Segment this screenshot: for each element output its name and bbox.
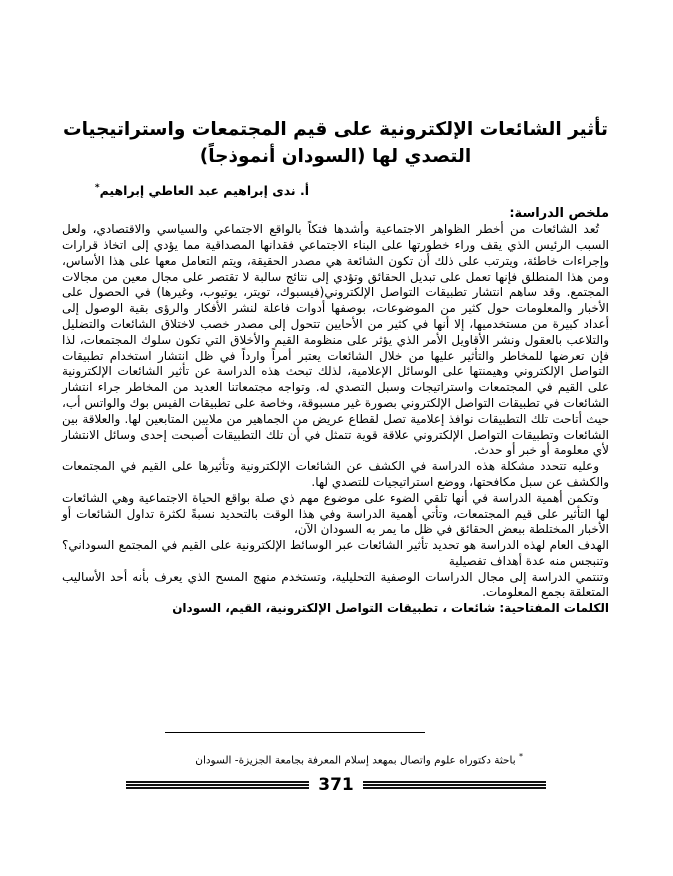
article-title-line-2: التصدي لها (السودان أنموذجاً): [199, 146, 472, 167]
article-title: [62, 116, 609, 170]
abstract-heading: ملخص الدراسة:: [509, 206, 609, 222]
footnote-marker: *: [519, 752, 523, 761]
abstract-body: [62, 222, 609, 617]
footnote-separator: [165, 732, 425, 733]
footnote: [195, 750, 523, 768]
article-title-line-1: تأثير الشائعات الإلكترونية على قيم المجتمعات واستراتيجيات: [62, 119, 609, 140]
abstract-paragraph-5: وتنتمي الدراسة إلى مجال الدراسات الوصفية التحليلية، وتستخدم منهج المسح الذي يعرف بأنه أحد الأساليب المتعلقة بجمع المعلومات.: [62, 569, 609, 600]
author-footnote-marker: *: [94, 183, 100, 193]
footnote-text: باحثة دكتوراه علوم واتصال بمهعد إسلام المعرفة بجامعة الجزيزة- السودان: [195, 754, 519, 767]
author-name: أ. ندى إبراهيم عبد العاطي إبراهيم: [99, 183, 309, 199]
page-footer: [126, 776, 546, 793]
keywords-line: الكلمات المفتاحية: شائعات ، تطبيقات التواصل الإلكترونية، القيم، السودان: [172, 601, 609, 616]
footer-rule-right: [363, 781, 546, 789]
author-line: [62, 183, 609, 198]
abstract-paragraph-1: تُعد الشائعات من أخطر الظواهر الاجتماعية وأشدها فتكاً بالواقع الاجتماعي والسياسي والاقتصادي، ولعل السبب الرئيس الذي يقف وراء خطورتها على البناء الاجتماعي فقدانها المصداقية مما يؤدي إلى اتخاذ قرارات وإجراءات خاطئة، ويترتب على ذلك أن تكون الشائعة هي مصدر الحقيقة، ويتم التعامل معها على هذا الأساس، ومن هذا المنطلق فإنها تعمل على تبديل الحقائق وتؤدي إلى نتائج سالبة لا تقتصر على مجال معين من مجالات المجتمع. وقد ساهم انتشار تطبيقات التواصل الإلكتروني(فيسبوك، تويتر، يوتيوب، وغيرها) في الحصول على الأخبار والمعلومات حول كثير من الموضوعات، بوصفها أدوات فاعلة لنشر الأفكار والرؤى بقية الوصول إلى أعداد كبيرة من مستخدميها، إلا أنها في كثير من الأحايين تتحول إلى مصدر خصب لاختلاق الشائعات والتضليل والتلاعب بالعقول ونشر الأقاويل الأمر الذي يؤثر على منظومة القيم والأخلاق التي تكون سلوك المجتمعات، لذا فإن تعرضها للمخاطر والتأثير عليها من خلال الشائعات يعتبر أمراً وارداً في ظل انتشار استخدام تطبيقات التواصل الإلكتروني وهيمنتها على الوسائل الإعلامية، لذلك تبحث هذه الدراسة عن تأثير الشائعات الإلكترونية على القيم في المجتمعات واستراتيجات وسبل التصدي له. وتواجه مجتمعاتنا العديد من المخاطر جراء انتشار الشائعات في تطبيقات التواصل الإلكتروني بصورة غير مسبوقة، وخاصة على تطبيقات الفيس بوك والواتس أب، حيث أتاحت تلك التطبيقات نوافذ إعلامية تصل لقطاع عريض من الجماهير من ملايين المتابعين لها. والعلاقة بين الشائعات وتطبيقات التواصل الإلكتروني علاقة قوية تتمثل في أن تلك التطبيقات أصبحت إحدى وسائل الانتشار لأي معلومة أو خبر أو حدث.: [62, 222, 609, 458]
abstract-paragraph-2: وعليه تتحدد مشكلة هذه الدراسة في الكشف عن الشائعات الإلكترونية وتأثيرها على القيم في المجتمعات والكشف عن سبل مكافحتها، ووضع استراتيجيات للتصدي لها.: [62, 459, 609, 489]
footer-rule-left: [126, 781, 309, 789]
page-content: [62, 0, 609, 617]
page-number: 371: [318, 775, 354, 795]
abstract-paragraph-3: وتكمن أهمية الدراسة في أنها تلقي الضوء على موضوع مهم ذي صلة بواقع الحياة الاجتماعية وهي الشائعات لها التأثير على قيم المجتمعات، وتأتي أهمية الدراسة وفي هذا الوقت بالتحديد نسبةً لكثرة تداول الشائعات أو الأخبار المختلطة ببعض الحقائق في ظل ما يمر به السودان الآن،: [62, 490, 609, 537]
abstract-paragraph-4: الهدف العام لهذه الدراسة هو تحديد تأثير الشائعات عبر الوسائط الإلكترونية على القيم في المجتمع السوداني؟ وتنبجس منه عدة أهداف تفصيلية: [62, 538, 609, 568]
